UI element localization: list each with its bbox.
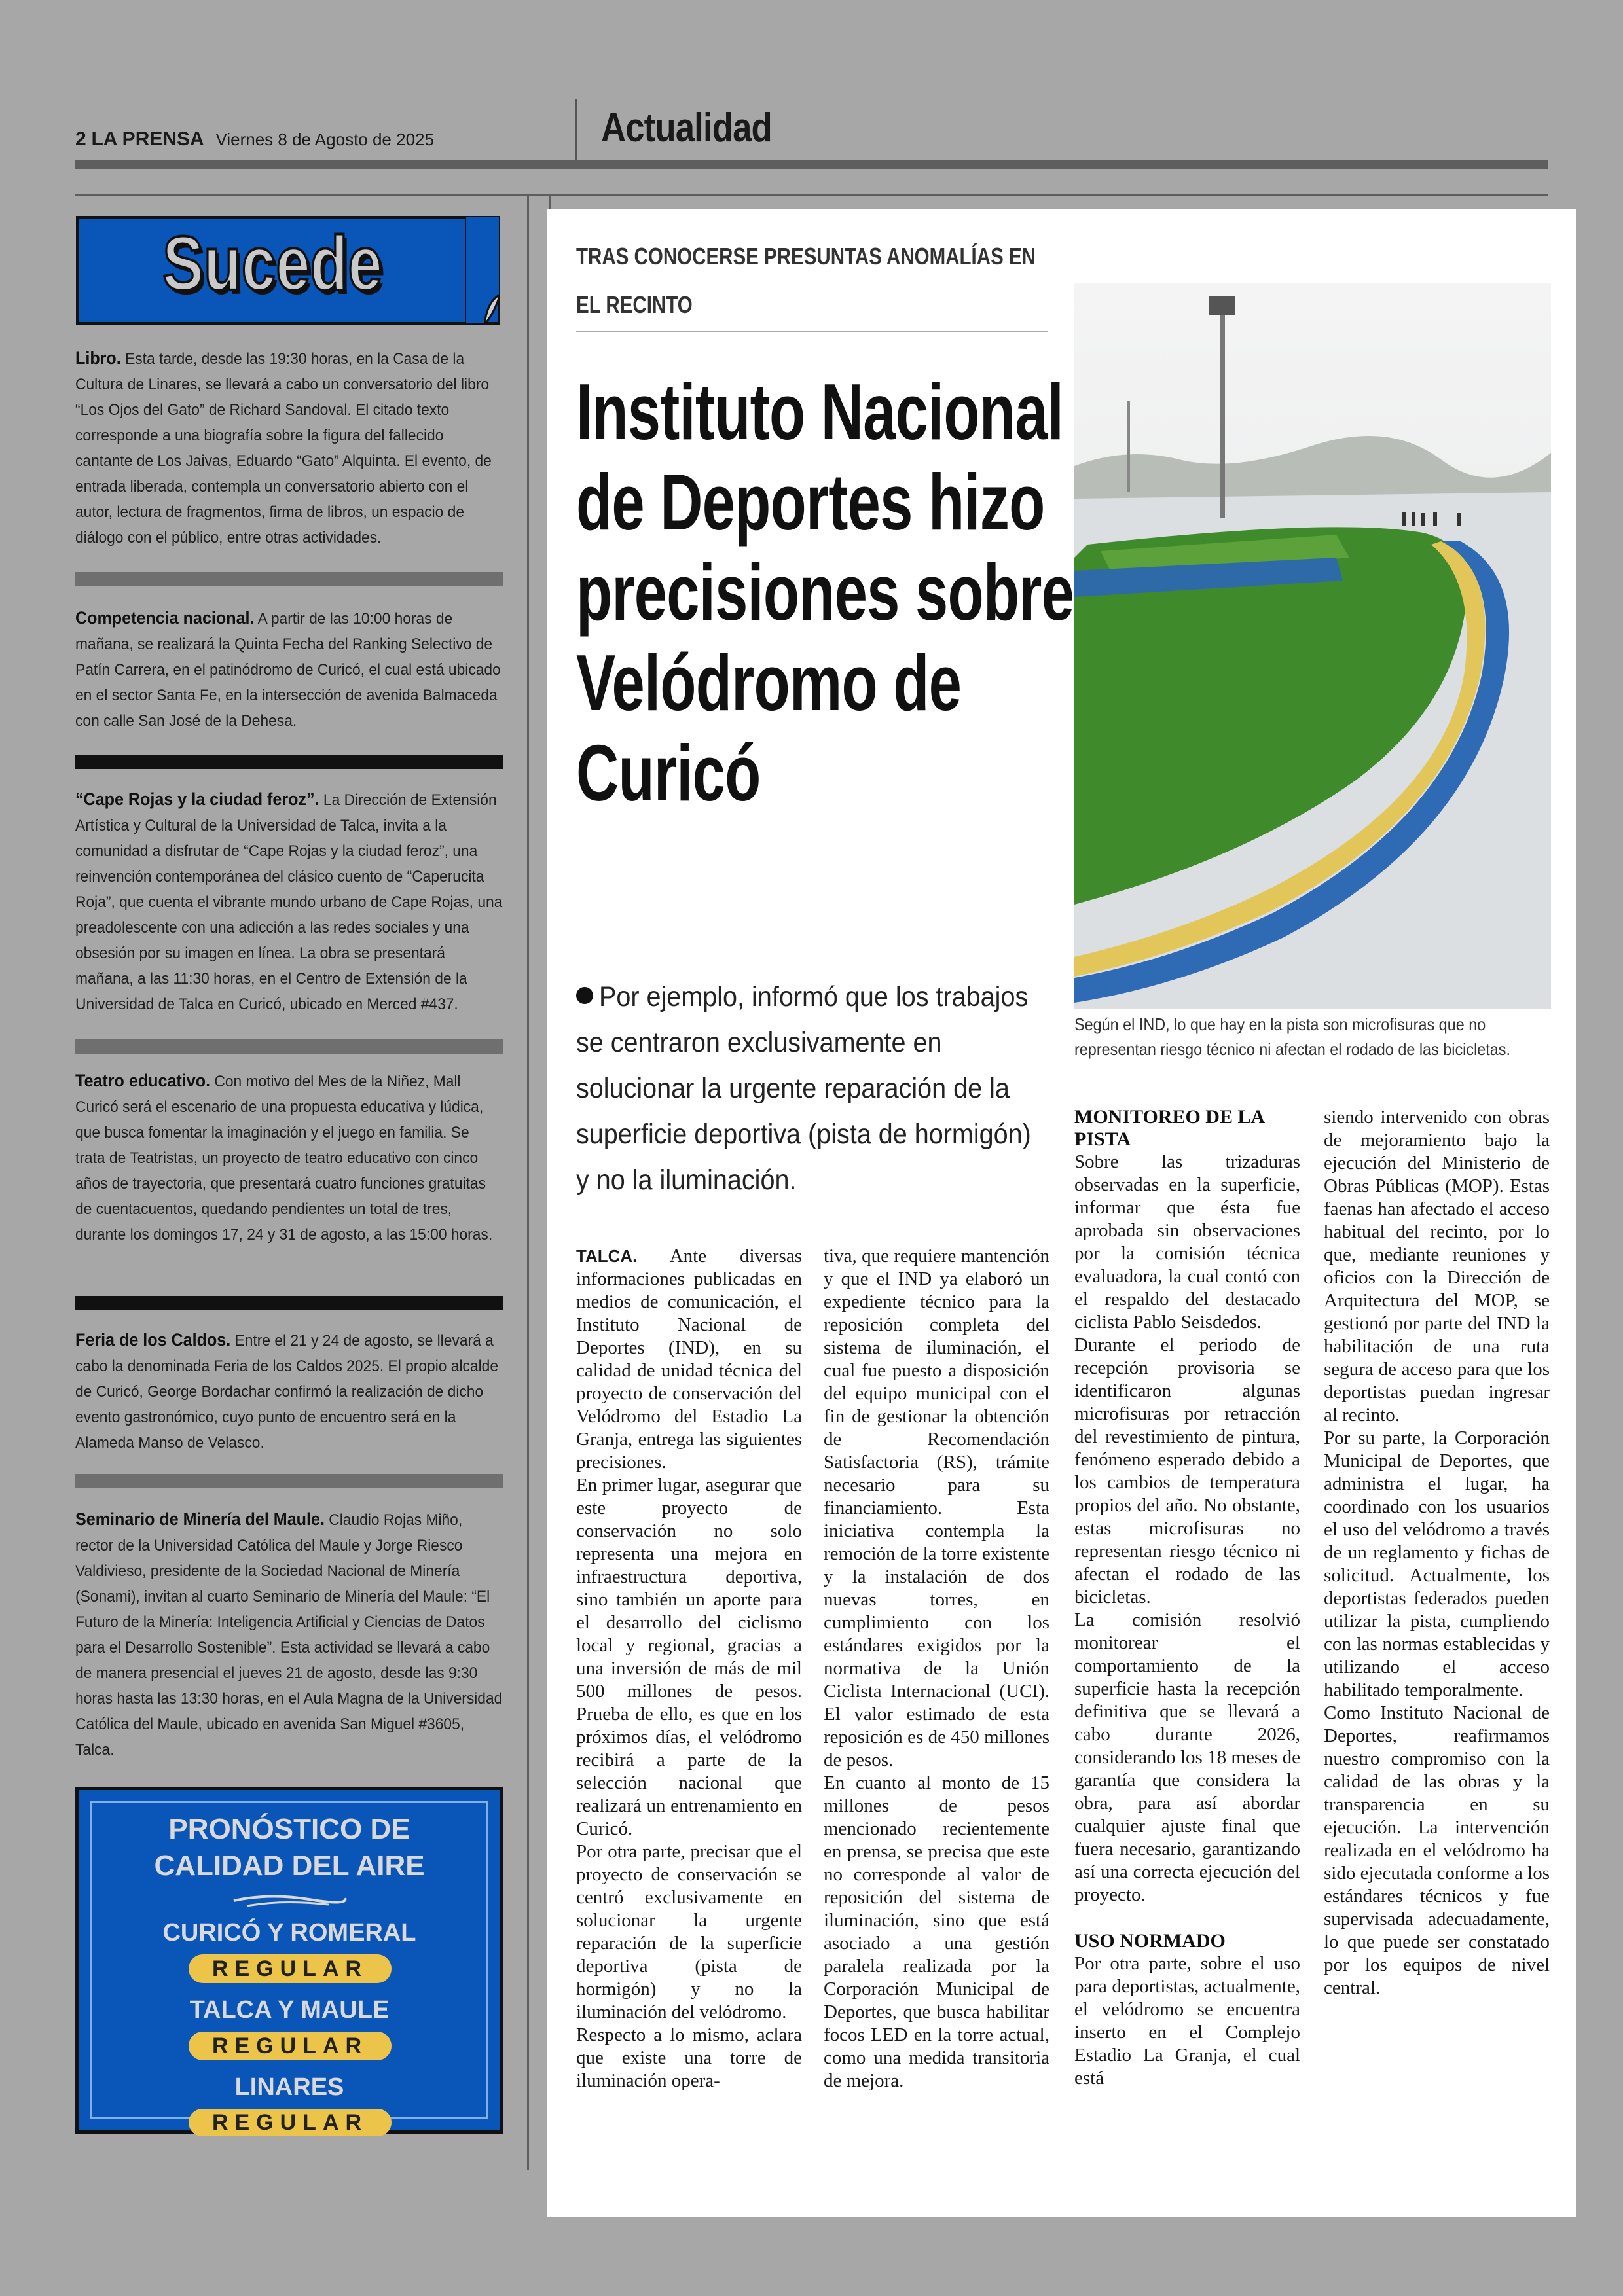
event-text: Con motivo del Mes de la Niñez, Mall Curicó será el escenario de una propuesta educativa y lúdica, que busca fomentar la imaginación y el juego en familia. Se trata de Teatristas, un proyecto de teatro educativo con cinco años de trayectoria, que presentará cuatro funciones gratuitas de cuentacuentos, quedando pendientes un total de tres, durante los domingos 17, 24 y 31 de agosto, a las 15:00 horas. (75, 1073, 493, 1244)
paragraph: Durante el periodo de recepción provisoria se identificaron algunas microfisuras por retracción del revestimiento de pintura, fenómeno esperado debido a los cambios de temperatura propios del año. No obstante, estas microfisuras no representan riesgo técnico ni afectan el rodado de las bicicletas. (1074, 1335, 1300, 1607)
event-text: Claudio Rojas Miño, rector de la Universidad Católica del Maule y Jorge Riesco Valdivieso, presidente de la Sociedad Nacional de Minería (Sonami), invitan al cuarto Seminario de Minería del Maule: “El Futuro de la Minería: Inteligencia Artificial y Ciencias de Datos para el Desarrollo Sostenible”. Esta actividad se llevará a cabo de manera presencial el jueves 21 de agosto, desde las 9:30 horas hasta las 13:30 horas, en el Aula Magna de la Universidad Católica del Maule, ubicado en avenida San Miguel #3605, Talca. (75, 1511, 503, 1759)
event-item-feria (75, 1327, 503, 1456)
separator (75, 1296, 503, 1310)
wind-icon (230, 1892, 348, 1911)
separator (75, 755, 503, 769)
event-text: Entre el 21 y 24 de agosto, se llevará a cabo la denominada Feria de los Caldos 2025. El propio alcalde de Curicó, George Bordachar confirmó la realización de dicho evento gastronómico, cuyo punto de encuentro será en la Alameda Manso de Velasco. (75, 1332, 499, 1452)
issue-date: Viernes 8 de Agosto de 2025 (215, 130, 434, 149)
paragraph: Por su parte, la Corporación Municipal de Deportes, que administra el lugar, ha coordinado con los usuarios el uso del velódromo a través de un reglamento y fichas de solicitud. Actualmente, los deportistas federados pueden utilizar la pista, cumpliendo con las normas establecidas y utilizando el acceso habilitado temporalmente. (1324, 1427, 1550, 1700)
air-quality-title-1: PRONÓSTICO DE (168, 1813, 410, 1845)
event-title: Libro. (75, 348, 121, 368)
separator (75, 1474, 503, 1488)
zone-status-badge: REGULAR (189, 2109, 392, 2136)
photo-caption: Según el IND, lo que hay en la pista son microfisuras que no representan riesgo técnico ni afectan el rodado de las bicicletas. (1074, 1014, 1510, 1059)
column-body (1074, 1151, 1300, 1907)
article-headline: Instituto Nacional de Deportes hizo precisiones sobre Velódromo de Curicó (576, 367, 1074, 817)
column-body (1074, 1952, 1300, 2090)
event-text: A partir de las 10:00 horas de mañana, se realizará la Quinta Fecha del Ranking Selectivo de Patín Carrera, en el patinódromo de Curicó, el cual está ubicado en el sector Santa Fe, en la intersección de avenida Balmaceda con calle San José de la Dehesa. (75, 610, 501, 730)
event-title: Feria de los Caldos. (75, 1330, 231, 1350)
zone-status-badge: REGULAR (189, 1954, 392, 1983)
paragraph-text: Ante diversas informaciones publicadas en medios de comunicación, el Instituto Nacional de Deportes (IND), en su calidad de unidad técnica del proyecto de conservación del Velódromo del Estadio La Granja, entrega las siguientes precisiones. (576, 1246, 803, 1473)
paragraph: La comisión resolvió monitorear el comportamiento de la superficie hasta la recepción definitiva que se llevará a cabo durante 2026, considerando los 18 meses de garantía que considera la obra, para así abordar cualquier ajuste final que fuera necesario, garantizando así una correcta ejecución del proyecto. (1074, 1609, 1300, 1905)
paragraph: En primer lugar, asegurar que este proyecto de conservación no solo representa una mejora en infraestructura deportiva, sino también un aporte para el desarrollo del ciclismo local y regional, gracias a una inversión de más de mil 500 millones de pesos. Prueba de ello, es que en los próximos días, el velódromo recibirá a parte de la selección nacional que realizará un entrenamiento en Curicó. (576, 1475, 802, 1839)
zone-name: TALCA Y MAULE (189, 1996, 390, 2024)
paragraph: Como Instituto Nacional de Deportes, reafirmamos nuestro compromiso con la calidad de las obras y la transparencia en su ejecución. La intervención realizada en el velódromo ha sido ejecutada conforme a los estándares técnicos y fue supervisada adecuadamente, lo que puede ser constatado por los equipos de nivel central. (1324, 1702, 1550, 1998)
separator (75, 1039, 503, 1054)
zone-status-badge: REGULAR (189, 2032, 392, 2060)
article-column-3 (1074, 1106, 1300, 2090)
paragraph: siendo intervenido con obras de mejoramiento bajo la ejecución del Ministerio de Obras Públicas (MOP). Estas faenas han afectado el acceso habitual del recinto, por lo que, mediante reuniones y oficios con la Dirección de Arquitectura del MOP, se gestionó por parte del IND la habilitación de una ruta segura de acceso para que los deportistas puedan ingresar al recinto. (1324, 1107, 1550, 1426)
column-divider (527, 194, 529, 2170)
event-text: La Dirección de Extensión Artística y Cultural de la Universidad de Talca, invita a la comunidad a disfrutar de “Cape Rojas y la ciudad feroz”, una reinvención contemporánea del clásico cuento de “Caperucita Roja”, que cuenta el vibrante mundo urbano de Cape Rojas, una preadolescente con una adicción a las redes sociales y una obsesión por su imagen en línea. La obra se presentará mañana, a las 11:30 horas, en el Centro de Extensión de la Universidad de Talca en Curicó, ubicado en Merced #437. (75, 791, 503, 1013)
sucede-logo-text: Sucede (162, 221, 382, 307)
newspaper-name: LA PRENSA (91, 128, 204, 150)
paragraph: Por otra parte, precisar que el proyecto de conservación se centró exclusivamente en solucionar la urgente reparación de la superficie deportiva (pista de hormigón) y no la iluminación del velódromo. (576, 1841, 802, 2022)
article-column-2 (824, 1245, 1049, 2092)
header-rule (75, 160, 1548, 169)
article-column-4 (1324, 1106, 1550, 2000)
header-divider (575, 99, 577, 162)
kicker-rule (576, 331, 1048, 332)
zone-name: LINARES (234, 2073, 344, 2101)
section-title: Actualidad (601, 105, 772, 151)
paragraph: En cuanto al monto de 15 millones de pesos mencionado recientemente en prensa, se precisa que este no corresponde al valor de reposición del sistema de iluminación, sino que está asociado a una gestión paralela realizada por la Corporación Municipal de Deportes, que busca habilitar focos LED en la torre actual, como una medida transitoria de mejora. (824, 1772, 1049, 2091)
event-item-cape-rojas (75, 787, 503, 1017)
event-item-teatro (75, 1068, 503, 1247)
paragraph: Respecto a lo mismo, aclara que existe una torre de iluminación opera- (576, 2024, 802, 2091)
article-kicker: TRAS CONOCERSE PRESUNTAS ANOMALÍAS EN EL RECINTO (576, 243, 1036, 318)
page-header-left (75, 128, 434, 151)
separator (75, 572, 503, 586)
article-column-1 (576, 1245, 802, 2092)
paragraph: Sobre las trizaduras observadas en la superficie, informar que ésta fue aprobada sin observaciones por la comisión técnica evaluadora, la cual contó con el respaldo del destacado ciclista Pablo Seisdedos. (1074, 1151, 1300, 1333)
event-title: Teatro educativo. (75, 1071, 211, 1090)
zone-name: CURICÓ Y ROMERAL (162, 1919, 416, 1946)
event-title: “Cape Rojas y la ciudad feroz”. (75, 789, 319, 809)
event-text: Esta tarde, desde las 19:30 horas, en la Casa de la Cultura de Linares, se llevará a cabo un conversatorio del libro “Los Ojos del Gato” de Richard Sandoval. El citado texto corresponde a una biografía sobre la figura del fallecido cantante de Los Jaivas, Eduardo “Gato” Alquinta. El evento, de entrada liberada, contempla un conversatorio abierto con el autor, lectura de fragmentos, firma de libros, un espacio de diálogo con el público, entre otras actividades. (75, 350, 492, 547)
header-thin-rule (75, 194, 1548, 196)
event-item-libro (75, 346, 503, 550)
event-item-seminario (75, 1507, 503, 1763)
dateline: TALCA. (576, 1246, 638, 1266)
paragraph: tiva, que requiere mantención y que el IND ya elaboró un expediente técnico para la reposición completa del sistema de iluminación, el cual fue puesto a disposición del equipo municipal con el fin de gestionar la obtención de Recomendación Satisfactoria (RS), trámite necesario para su financiamiento. Esta iniciativa contempla la remoción de la torre existente y la instalación de dos nuevas torres, en cumplimiento con los estándares exigidos por la normativa de la Unión Ciclista Internacional (UCI). El valor estimado de esta reposición es de 450 millones de pesos. (824, 1246, 1049, 1770)
paragraph (576, 1245, 802, 1474)
event-item-competencia (75, 605, 503, 734)
paragraph: Por otra parte, sobre el uso para deportistas, actualmente, el velódromo se encuentra inserto en el Complejo Estadio La Granja, el cual está (1074, 1953, 1300, 2089)
event-title: Competencia nacional. (75, 608, 255, 628)
subheading: MONITOREO DE LA PISTA (1074, 1106, 1264, 1150)
event-title: Seminario de Minería del Maule. (75, 1509, 325, 1529)
page-curl-icon (465, 216, 500, 325)
air-quality-title-2: CALIDAD DEL AIRE (154, 1850, 425, 1882)
subheading: USO NORMADO (1074, 1930, 1226, 1952)
velodrome-photo (1074, 283, 1551, 1009)
article-lead: Por ejemplo, informó que los trabajos se centraron exclusivamente en solucionar la urgente reparación de la superficie deportiva (pista de hormigón) y no la iluminación. (576, 981, 1031, 1196)
page-number: 2 (75, 128, 86, 150)
